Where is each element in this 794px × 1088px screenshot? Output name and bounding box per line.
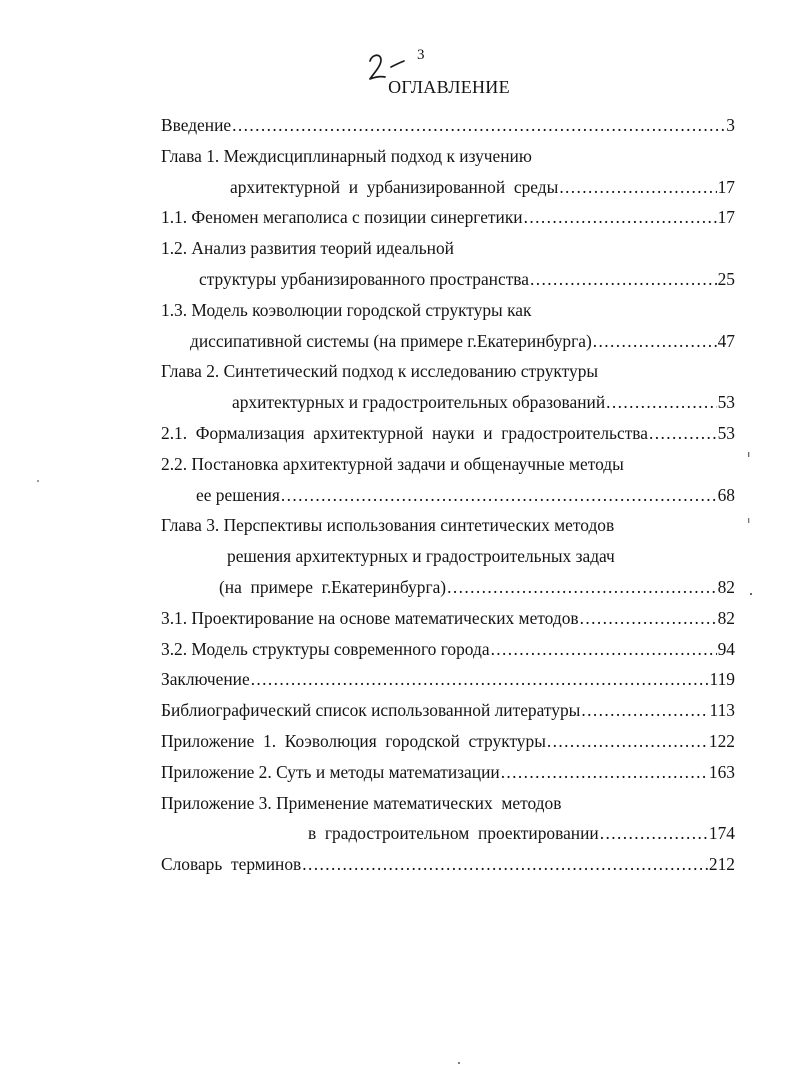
table-of-contents	[161, 110, 735, 880]
toc-line	[161, 849, 735, 880]
toc-page-number: 119	[709, 669, 735, 690]
toc-line	[161, 664, 735, 695]
toc-entry-text: архитектурных и градостроительных образований	[232, 392, 606, 413]
toc-line	[161, 510, 735, 541]
toc-entry-text: 1.3. Модель коэволюции городской структуры как	[161, 299, 532, 320]
toc-line	[161, 695, 735, 726]
toc-line	[161, 449, 735, 480]
dot-leader	[232, 110, 725, 141]
toc-line	[161, 172, 735, 203]
toc-line	[161, 387, 735, 418]
toc-entry-text: Приложение 3. Применение математических методов	[161, 792, 562, 813]
dot-leader	[447, 572, 717, 603]
toc-line	[161, 356, 735, 387]
dot-leader	[524, 202, 717, 233]
toc-entry-text: Заключение	[161, 669, 250, 690]
toc-entry-text: 2.1. Формализация архитектурной науки и градостроительства	[161, 422, 648, 443]
toc-entry-text: Словарь терминов	[161, 854, 302, 875]
dot-leader	[606, 387, 716, 418]
dot-leader	[600, 818, 708, 849]
toc-entry-text: 1.2. Анализ развития теорий идеальной	[161, 238, 454, 259]
toc-entry-text: решения архитектурных и градостроительных задач	[227, 546, 615, 567]
toc-line	[161, 326, 735, 357]
toc-page-number: 17	[717, 176, 735, 197]
toc-page-number: 68	[717, 484, 735, 505]
dot-leader	[251, 664, 709, 695]
toc-page-number: 47	[717, 330, 735, 351]
toc-page-number: 122	[708, 730, 735, 751]
toc-entry-text: 1.1. Феномен мегаполиса с позиции синергетики	[161, 207, 523, 228]
page-title: ОГЛАВЛЕНИЕ	[388, 77, 510, 97]
toc-page-number: 174	[708, 823, 735, 844]
dot-leader	[581, 695, 708, 726]
dot-leader	[530, 264, 717, 295]
page-number: 3	[417, 47, 425, 63]
toc-line	[161, 264, 735, 295]
dot-leader	[580, 603, 717, 634]
toc-entry-text: Глава 3. Перспективы использования синтетических методов	[161, 515, 615, 536]
toc-line	[161, 572, 735, 603]
toc-entry-text: ее решения	[196, 484, 280, 505]
toc-line	[161, 541, 735, 572]
toc-entry-text: Глава 1. Междисциплинарный подход к изучению	[161, 145, 532, 166]
toc-line	[161, 788, 735, 819]
toc-page-number: 25	[717, 268, 735, 289]
dot-leader	[649, 418, 717, 449]
toc-entry-text: 3.2. Модель структуры современного города	[161, 638, 490, 659]
toc-page-number: 3	[726, 115, 735, 135]
dot-leader	[547, 726, 708, 757]
toc-line	[161, 757, 735, 788]
toc-entry-text: Введение	[161, 115, 232, 135]
toc-line	[161, 818, 735, 849]
toc-page-number: 53	[717, 392, 735, 413]
dot-leader	[501, 757, 708, 788]
toc-entry-text: Библиографический список использованной литературы	[161, 700, 581, 721]
dot-leader	[593, 326, 717, 357]
toc-line	[161, 634, 735, 665]
toc-line	[161, 418, 735, 449]
dot-leader	[281, 480, 717, 511]
dot-leader	[559, 172, 716, 203]
toc-line	[161, 480, 735, 511]
toc-page-number: 17	[717, 207, 735, 228]
toc-entry-text: 3.1. Проектирование на основе математических методов	[161, 607, 579, 628]
toc-entry-text: диссипативной системы (на примере г.Екатеринбурга)	[190, 330, 592, 351]
toc-page-number: 82	[717, 576, 735, 597]
toc-line	[161, 110, 735, 141]
toc-line	[161, 603, 735, 634]
toc-page-number: 113	[709, 700, 735, 721]
dot-leader	[491, 634, 717, 665]
toc-line	[161, 233, 735, 264]
toc-line	[161, 295, 735, 326]
toc-page-number: 53	[717, 422, 735, 443]
toc-entry-text: Приложение 1. Коэволюция городской структуры	[161, 730, 546, 751]
toc-page-number: 82	[717, 607, 735, 628]
toc-page-number: 163	[708, 761, 735, 782]
toc-entry-text: архитектурной и урбанизированной среды	[230, 176, 559, 197]
toc-entry-text: структуры урбанизированного пространства	[199, 268, 529, 289]
toc-page-number: 212	[708, 854, 735, 875]
toc-entry-text: в градостроительном проектировании	[308, 823, 599, 844]
toc-line	[161, 726, 735, 757]
toc-line	[161, 202, 735, 233]
toc-entry-text: 2.2. Постановка архитектурной задачи и общенаучные методы	[161, 453, 624, 474]
dot-leader	[302, 849, 708, 880]
toc-entry-text: Приложение 2. Суть и методы математизации	[161, 761, 500, 782]
toc-line	[161, 141, 735, 172]
toc-entry-text: Глава 2. Синтетический подход к исследованию структуры	[161, 361, 599, 382]
toc-page-number: 94	[717, 638, 735, 659]
toc-entry-text: (на примере г.Екатеринбурга)	[219, 576, 447, 597]
